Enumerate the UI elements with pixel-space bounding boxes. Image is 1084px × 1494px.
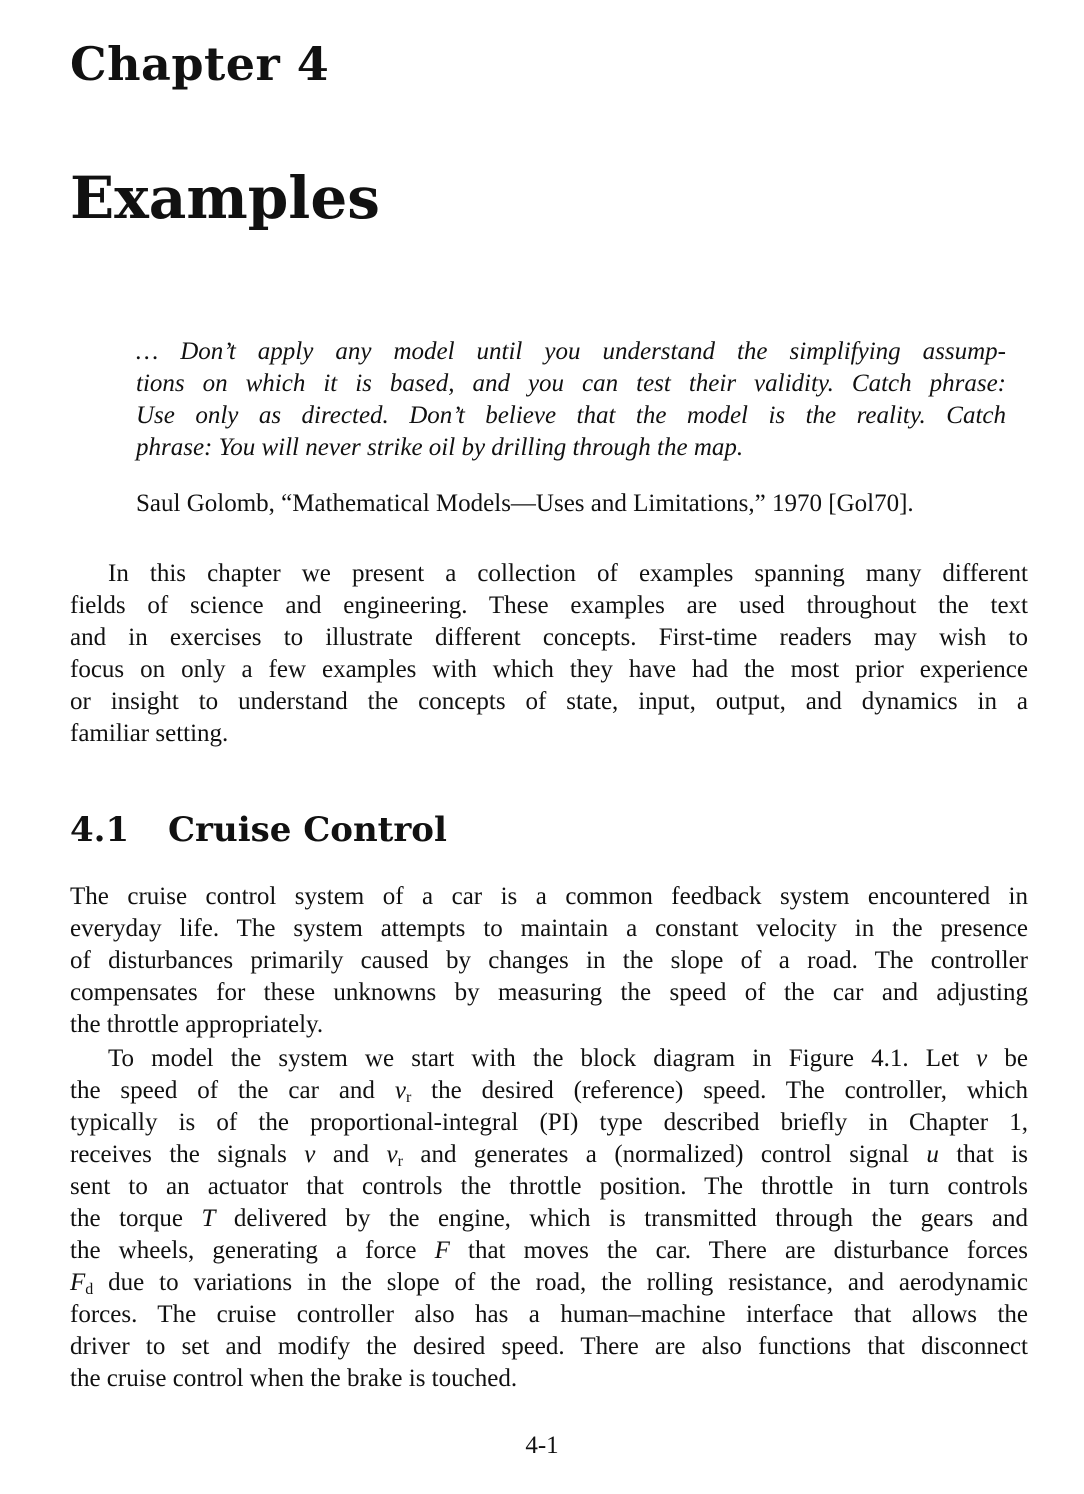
text-line [70, 1075, 1028, 1107]
cruise-control-paragraph-1 [70, 881, 1028, 1041]
page-number: 4-1 [525, 1432, 559, 1459]
text-line [70, 1203, 1028, 1235]
epigraph-line: phrase: You will never strike oil by drilling through the map. [136, 434, 744, 461]
text-line [70, 1267, 1028, 1299]
text-span: the speed of the car and [70, 1077, 395, 1104]
text-span: that is [938, 1141, 1028, 1168]
text-line: driver to set and modify the desired speed. There are also functions that disconnect [70, 1333, 1028, 1360]
text-line: focus on only a few examples with which they have had the most prior experience [70, 656, 1028, 683]
text-span: the torque [70, 1205, 202, 1232]
text-line: or insight to understand the concepts of state, input, output, and dynamics in a [70, 688, 1028, 715]
math-variable-T: T [201, 1205, 216, 1232]
text-line: familiar setting. [70, 720, 229, 747]
text-span: delivered by the engine, which is transmitted through the gears and [215, 1205, 1028, 1232]
epigraph-attribution: Saul Golomb, “Mathematical Models—Uses and Limitations,” 1970 [Gol70]. [136, 490, 914, 517]
text-line: typically is of the proportional-integral (PI) type described briefly in Chapter 1, [70, 1109, 1028, 1136]
text-line: In this chapter we present a collection of examples spanning many different [108, 560, 1028, 587]
math-variable-F: F [434, 1237, 450, 1264]
math-variable-v: v [976, 1045, 988, 1072]
section-number: 4.1 [70, 810, 130, 850]
math-variable-v: v [386, 1141, 398, 1168]
text-line: of disturbances primarily caused by changes in the slope of a road. The controller [70, 947, 1028, 974]
chapter-title: Examples [70, 164, 380, 232]
intro-paragraph [70, 558, 1028, 750]
math-variable-v: v [304, 1141, 316, 1168]
chapter-label: Chapter 4 [70, 37, 330, 91]
text-line [70, 1235, 1028, 1267]
epigraph-line: Use only as directed. Don’t believe that the model is the reality. Catch [136, 402, 1006, 429]
math-variable-u: u [926, 1141, 939, 1168]
text-span: that moves the car. There are disturbance forces [449, 1237, 1028, 1264]
text-line: sent to an actuator that controls the throttle position. The throttle in turn controls [70, 1173, 1028, 1200]
epigraph-quote [136, 336, 1006, 464]
text-line [70, 1043, 1028, 1075]
text-line: everyday life. The system attempts to maintain a constant velocity in the presence [70, 915, 1028, 942]
text-span: due to variations in the slope of the road, the rolling resistance, and aerodynamic [93, 1269, 1028, 1296]
text-span: receives the signals [70, 1141, 305, 1168]
section-title: Cruise Control [168, 810, 447, 850]
text-line: fields of science and engineering. These examples are used throughout the text [70, 592, 1028, 619]
text-line: compensates for these unknowns by measuring the speed of the car and adjusting [70, 979, 1028, 1006]
text-span: and [315, 1141, 387, 1168]
text-line [70, 1139, 1028, 1171]
math-subscript-d: d [85, 1281, 94, 1298]
text-span: the desired (reference) speed. The controller, which [411, 1077, 1028, 1104]
math-subscript-r: r [405, 1089, 412, 1106]
text-span: the wheels, generating a force [70, 1237, 435, 1264]
text-line: and in exercises to illustrate different concepts. First-time readers may wish to [70, 624, 1028, 651]
math-variable-v: v [394, 1077, 406, 1104]
cruise-control-paragraph-2 [70, 1043, 1028, 1395]
epigraph-line: … Don’t apply any model until you understand the simplifying assump- [136, 338, 1006, 365]
text-line: the throttle appropriately. [70, 1011, 324, 1038]
text-line: the cruise control when the brake is touched. [70, 1365, 518, 1392]
text-span: To model the system we start with the block diagram in Figure 4.1. Let [108, 1045, 977, 1072]
text-line: The cruise control system of a car is a common feedback system encountered in [70, 883, 1028, 910]
text-span: and generates a (normalized) control signal [402, 1141, 927, 1168]
text-span: be [987, 1045, 1028, 1072]
math-variable-F: F [70, 1269, 86, 1296]
epigraph-line: tions on which it is based, and you can test their validity. Catch phrase: [136, 370, 1006, 397]
text-line: forces. The cruise controller also has a human–machine interface that allows the [70, 1301, 1028, 1328]
math-subscript-r: r [397, 1153, 403, 1170]
section-heading [70, 808, 447, 852]
